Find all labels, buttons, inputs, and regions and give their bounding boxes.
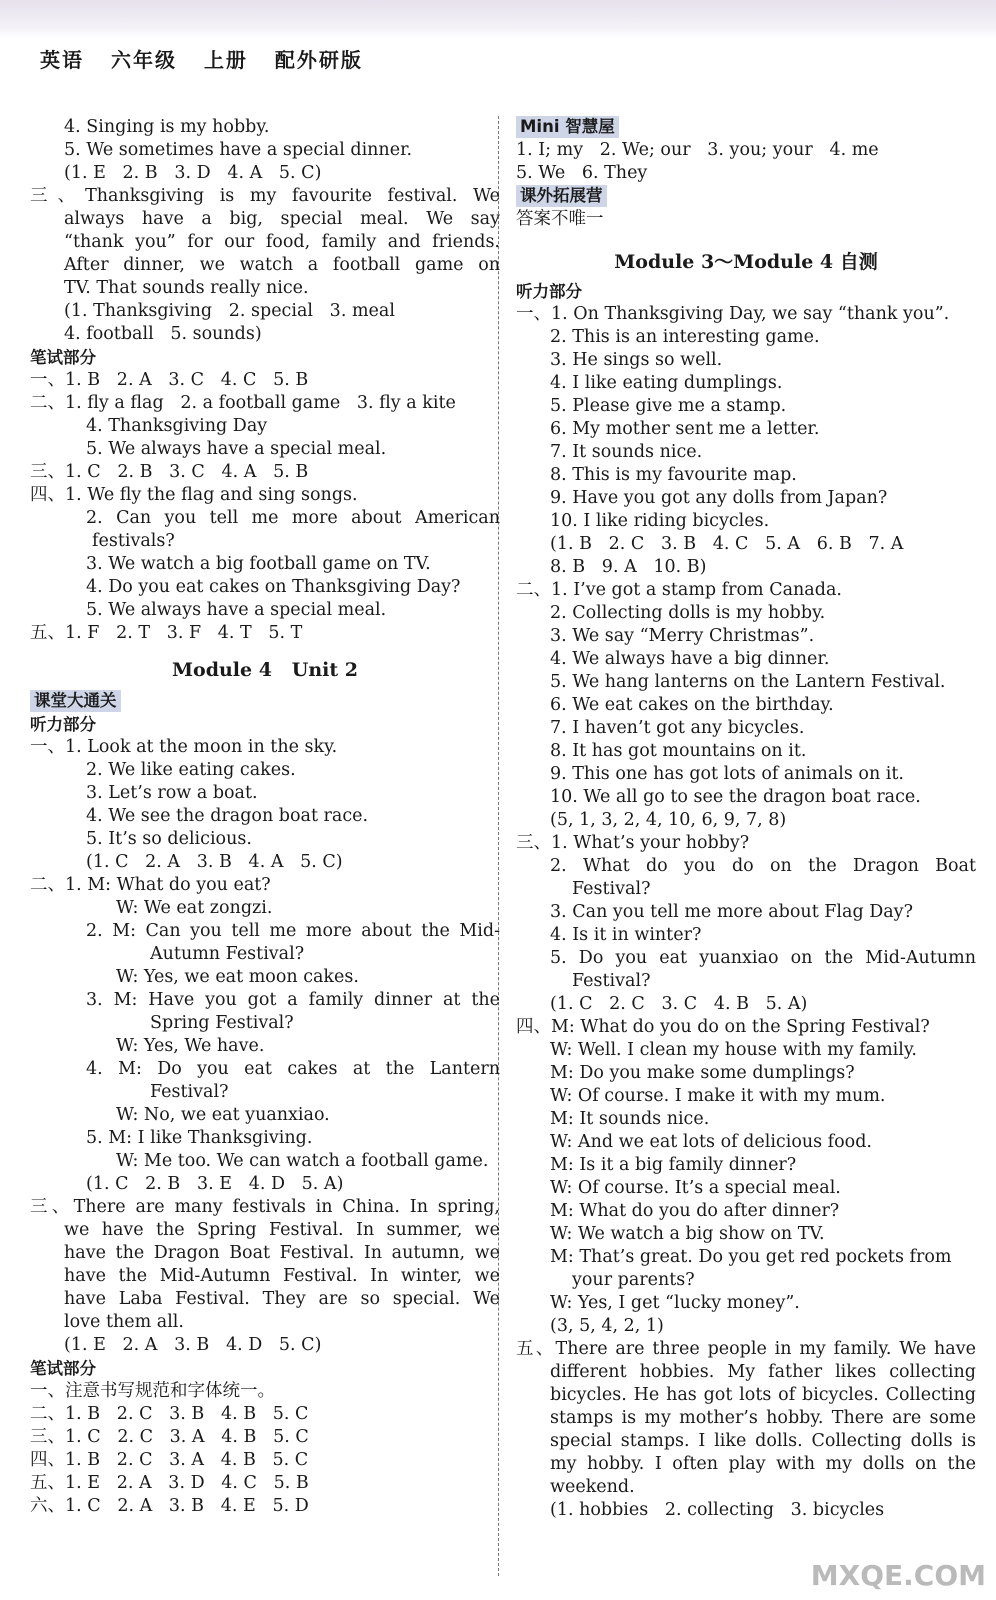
- passage-line: have the Dragon Boat Festival. In autumn, we: [64, 1243, 500, 1263]
- answer-line: 5. We sometimes have a special dinner.: [64, 140, 413, 160]
- answer-line: 一、1. B 2. A 3. C 4. C 5. B: [30, 370, 309, 390]
- passage-line: “thank you” for our food, family and friends.: [64, 232, 500, 252]
- answer-line: (1. C 2. B 3. E 4. D 5. A): [86, 1174, 344, 1194]
- answer-line: 7. I haven’t got any bicycles.: [550, 718, 805, 738]
- dialogue-line: Festival?: [150, 1082, 229, 1102]
- section-heading-listening: 听力部分: [516, 282, 582, 301]
- answer-line: 4. I like eating dumplings.: [550, 373, 783, 393]
- answer-line: 一、1. On Thanksgiving Day, we say “thank you”.: [516, 304, 950, 324]
- answer-line: 2. Can you tell me more about American: [86, 508, 500, 528]
- answer-line: 5. We hang lanterns on the Lantern Festival.: [550, 672, 946, 692]
- answer-line: 10. We all go to see the dragon boat race.: [550, 787, 921, 807]
- answer-line: 6. We eat cakes on the birthday.: [550, 695, 834, 715]
- passage-line: stamps is my mother’s hobby. There are some: [550, 1408, 976, 1428]
- answer-line: 4. Thanksgiving Day: [86, 416, 268, 436]
- section-heading-written: 笔试部分: [30, 348, 96, 367]
- answer-line: 5. Do you eat yuanxiao on the Mid-Autumn: [550, 948, 976, 968]
- answer-line: 8. It has got mountains on it.: [550, 741, 807, 761]
- dialogue-line: 3. M: Have you got a family dinner at the: [86, 990, 500, 1010]
- section-box-extension: 课外拓展营: [516, 185, 607, 207]
- answer-line: 三、1. C 2. B 3. C 4. A 5. B: [30, 462, 309, 482]
- header-volume: 上册: [203, 48, 248, 72]
- answer-line: (1. E 2. B 3. D 4. A 5. C): [64, 163, 322, 183]
- dialogue-line: W: Yes, we eat moon cakes.: [116, 967, 359, 987]
- dialogue-line: M: It sounds nice.: [550, 1109, 710, 1129]
- answer-line: 5. We always have a special meal.: [86, 600, 387, 620]
- answer-line: 2. This is an interesting game.: [550, 327, 820, 347]
- answer-line: 3. Can you tell me more about Flag Day?: [550, 902, 913, 922]
- answer-line: 二、1. B 2. C 3. B 4. B 5. C: [30, 1404, 309, 1424]
- answer-line: 3. We watch a big football game on TV.: [86, 554, 431, 574]
- answer-line: 三、1. What’s your hobby?: [516, 833, 750, 853]
- answer-line: 4. Singing is my hobby.: [64, 117, 270, 137]
- answer-line: 四、1. We fly the flag and sing songs.: [30, 485, 358, 505]
- answer-line: (1. C 2. A 3. B 4. A 5. C): [86, 852, 343, 872]
- answer-line: 5. It’s so delicious.: [86, 829, 252, 849]
- answer-line: (1. E 2. A 3. B 4. D 5. C): [64, 1335, 322, 1355]
- section-box-mini: Mini 智慧屋: [516, 116, 619, 138]
- passage-line: bicycles. He has got lots of bicycles. Collecting: [550, 1385, 976, 1405]
- dialogue-line: 4. M: Do you eat cakes at the Lantern: [86, 1059, 500, 1079]
- answer-line: 2. What do you do on the Dragon Boat: [550, 856, 976, 876]
- answer-line: Festival?: [572, 971, 651, 991]
- section-box-class: 课堂大通关: [30, 690, 121, 712]
- right-column: [516, 116, 976, 1522]
- test-title: Module 3～Module 4 自测: [614, 251, 878, 273]
- left-column: [30, 116, 500, 1518]
- answer-line: 2. Collecting dolls is my hobby.: [550, 603, 826, 623]
- answer-line: 7. It sounds nice.: [550, 442, 703, 462]
- answer-line: 5. Please give me a stamp.: [550, 396, 787, 416]
- header-edition: 配外研版: [274, 48, 363, 72]
- answer-line: 4. Is it in winter?: [550, 925, 702, 945]
- answer-line: 4. Do you eat cakes on Thanksgiving Day?: [86, 577, 461, 597]
- dialogue-line: W: No, we eat yuanxiao.: [116, 1105, 330, 1125]
- passage-line: we have the Spring Festival. In summer, we: [64, 1220, 500, 1240]
- dialogue-line: 二、1. M: What do you eat?: [30, 875, 271, 895]
- dialogue-line: M: Do you make some dumplings?: [550, 1063, 855, 1083]
- dialogue-line: Spring Festival?: [150, 1013, 294, 1033]
- dialogue-line: W: Well. I clean my house with my family.: [550, 1040, 917, 1060]
- passage-line: my hobby. I often play with my dolls on the: [550, 1454, 976, 1474]
- dialogue-line: your parents?: [572, 1270, 695, 1290]
- answer-line: 三、1. C 2. C 3. A 4. B 5. C: [30, 1427, 309, 1447]
- passage-line: always have a big, special meal. We say: [64, 209, 500, 229]
- passage-line: After dinner, we watch a football game on: [64, 255, 500, 275]
- answer-line: 3. We say “Merry Christmas”.: [550, 626, 815, 646]
- answer-line: 6. My mother sent me a letter.: [550, 419, 820, 439]
- dialogue-line: M: Is it a big family dinner?: [550, 1155, 797, 1175]
- answer-line: 1. I; my 2. We; our 3. you; your 4. me: [516, 140, 879, 160]
- answer-line: 五、1. E 2. A 3. D 4. C 5. B: [30, 1473, 309, 1493]
- module-title: Module 4 Unit 2: [171, 659, 358, 681]
- passage-line: have Laba Festival. They are so special. We: [64, 1289, 500, 1309]
- dialogue-line: 四、M: What do you do on the Spring Festival?: [516, 1017, 930, 1037]
- passage-line: 三、There are many festivals in China. In spring,: [30, 1197, 500, 1217]
- dialogue-line: 2. M: Can you tell me more about the Mid-: [86, 921, 500, 941]
- dialogue-line: W: Yes, I get “lucky money”.: [550, 1293, 800, 1313]
- answer-line: 5. We always have a special meal.: [86, 439, 387, 459]
- answer-line: 8. This is my favourite map.: [550, 465, 797, 485]
- dialogue-line: W: Yes, We have.: [116, 1036, 265, 1056]
- answer-line: (1. Thanksgiving 2. special 3. meal: [64, 301, 395, 321]
- answer-line: 5. We 6. They: [516, 163, 648, 183]
- answer-line: 10. I like riding bicycles.: [550, 511, 770, 531]
- passage-line: love them all.: [64, 1312, 184, 1332]
- answer-line: festivals?: [92, 531, 175, 551]
- answer-line: 3. Let’s row a boat.: [86, 783, 258, 803]
- answer-line: 4. football 5. sounds): [64, 324, 262, 344]
- answer-line: 9. This one has got lots of animals on it.: [550, 764, 904, 784]
- dialogue-line: W: We eat zongzi.: [116, 898, 273, 918]
- answer-line: 五、1. F 2. T 3. F 4. T 5. T: [30, 623, 303, 643]
- answer-line: (1. B 2. C 3. B 4. C 5. A 6. B 7. A: [550, 534, 904, 554]
- passage-line: different hobbies. My father likes collecting: [550, 1362, 976, 1382]
- decorative-top-band: [0, 0, 996, 38]
- dialogue-line: W: Of course. I make it with my mum.: [550, 1086, 886, 1106]
- passage-line: weekend.: [550, 1477, 635, 1497]
- header-subject: 英语: [40, 48, 84, 72]
- answer-line: 二、1. I’ve got a stamp from Canada.: [516, 580, 842, 600]
- passage-line: 五、There are three people in my family. We have: [516, 1339, 976, 1359]
- answer-line: (5, 1, 3, 2, 4, 10, 6, 9, 7, 8): [550, 810, 787, 830]
- answer-line: 四、1. B 2. C 3. A 4. B 5. C: [30, 1450, 309, 1470]
- answer-line: 一、注意书写规范和字体统一。: [30, 1381, 275, 1401]
- section-heading-listening: 听力部分: [30, 715, 96, 734]
- section-heading-written: 笔试部分: [30, 1359, 96, 1378]
- dialogue-line: M: What do you do after dinner?: [550, 1201, 840, 1221]
- answer-line: 8. B 9. A 10. B): [550, 557, 707, 577]
- answer-line: 答案不唯一: [516, 209, 604, 229]
- dialogue-line: 5. M: I like Thanksgiving.: [86, 1128, 313, 1148]
- passage-line: have the Mid-Autumn Festival. In winter, we: [64, 1266, 500, 1286]
- dialogue-line: Autumn Festival?: [150, 944, 305, 964]
- header-grade: 六年级: [110, 48, 177, 72]
- dialogue-line: M: That’s great. Do you get red pockets from: [550, 1247, 952, 1267]
- passage-line: 三、Thanksgiving is my favourite festival. We: [30, 186, 500, 206]
- answer-line: Festival?: [572, 879, 651, 899]
- answer-line: (3, 5, 4, 2, 1): [550, 1316, 664, 1336]
- answer-line: (1. hobbies 2. collecting 3. bicycles: [550, 1500, 885, 1520]
- passage-line: special stamps. I like dolls. Collecting dolls is: [550, 1431, 976, 1451]
- answer-line: 9. Have you got any dolls from Japan?: [550, 488, 888, 508]
- page-header: [40, 44, 381, 73]
- dialogue-line: W: We watch a big show on TV.: [550, 1224, 825, 1244]
- dialogue-line: W: Me too. We can watch a football game.: [116, 1151, 489, 1171]
- answer-line: 六、1. C 2. A 3. B 4. E 5. D: [30, 1496, 309, 1516]
- dialogue-line: W: And we eat lots of delicious food.: [550, 1132, 872, 1152]
- answer-line: 4. We always have a big dinner.: [550, 649, 830, 669]
- dialogue-line: W: Of course. It’s a special meal.: [550, 1178, 841, 1198]
- answer-line: 4. We see the dragon boat race.: [86, 806, 369, 826]
- site-watermark: MXQE.COM: [810, 1559, 986, 1592]
- answer-line: 2. We like eating cakes.: [86, 760, 296, 780]
- passage-line: TV. That sounds really nice.: [64, 278, 309, 298]
- answer-line: 3. He sings so well.: [550, 350, 723, 370]
- answer-line: 一、1. Look at the moon in the sky.: [30, 737, 338, 757]
- answer-line: 二、1. fly a flag 2. a football game 3. fly a kite: [30, 393, 456, 413]
- answer-line: (1. C 2. C 3. C 4. B 5. A): [550, 994, 808, 1014]
